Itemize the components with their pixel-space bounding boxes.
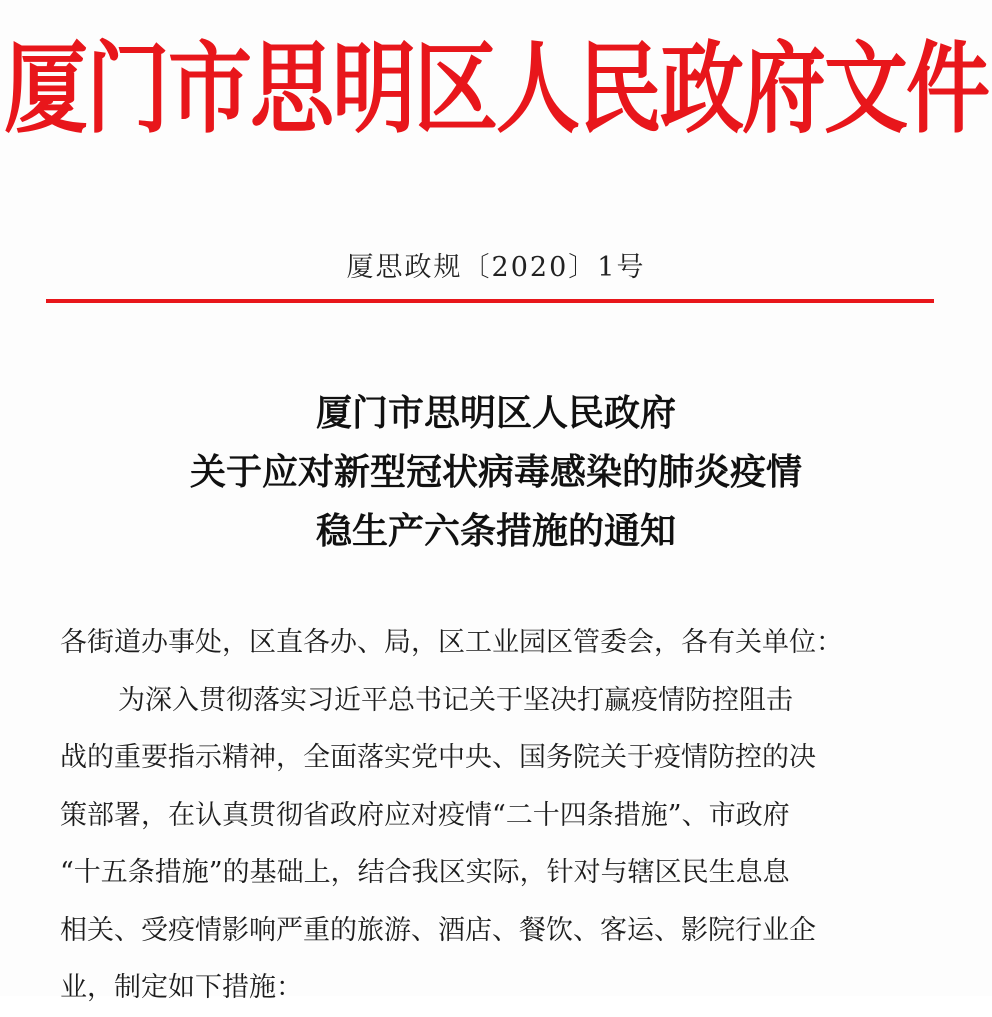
salutation: 各街道办事处，区直各办、局，区工业园区管委会，各有关单位： [60, 627, 843, 658]
paragraph-line-1: 为深入贯彻落实习近平总书记关于坚决打赢疫情防控阻击 [118, 684, 793, 716]
title-line-3: 稳生产六条措施的通知 [315, 510, 676, 552]
paragraph-line-2: 战的重要指示精神，全面落实党中央、国务院关于疫情防控的决 [60, 742, 816, 773]
paragraph-line-5: 相关、受疫情影响严重的旅游、酒店、餐饮、客运、影院行业企 [60, 914, 816, 946]
notice-title [0, 384, 992, 561]
paragraph-line-3: 策部署，在认真贯彻省政府应对疫情“二十四条措施”、市政府 [60, 799, 790, 831]
document-number: 厦思政规〔2020〕1号 [346, 252, 646, 283]
title-line-1: 厦门市思明区人民政府 [315, 392, 676, 434]
body-text [60, 614, 930, 1017]
red-divider-line [46, 299, 934, 303]
paragraph-line-6: 业，制定如下措施： [60, 972, 303, 1003]
paragraph-line-4: “十五条措施”的基础上，结合我区实际，针对与辖区民生息息 [60, 857, 790, 888]
masthead-title: 厦门市思明区人民政府文件 [3, 30, 988, 147]
title-line-2: 关于应对新型冠状病毒感染的肺炎疫情 [189, 451, 802, 493]
